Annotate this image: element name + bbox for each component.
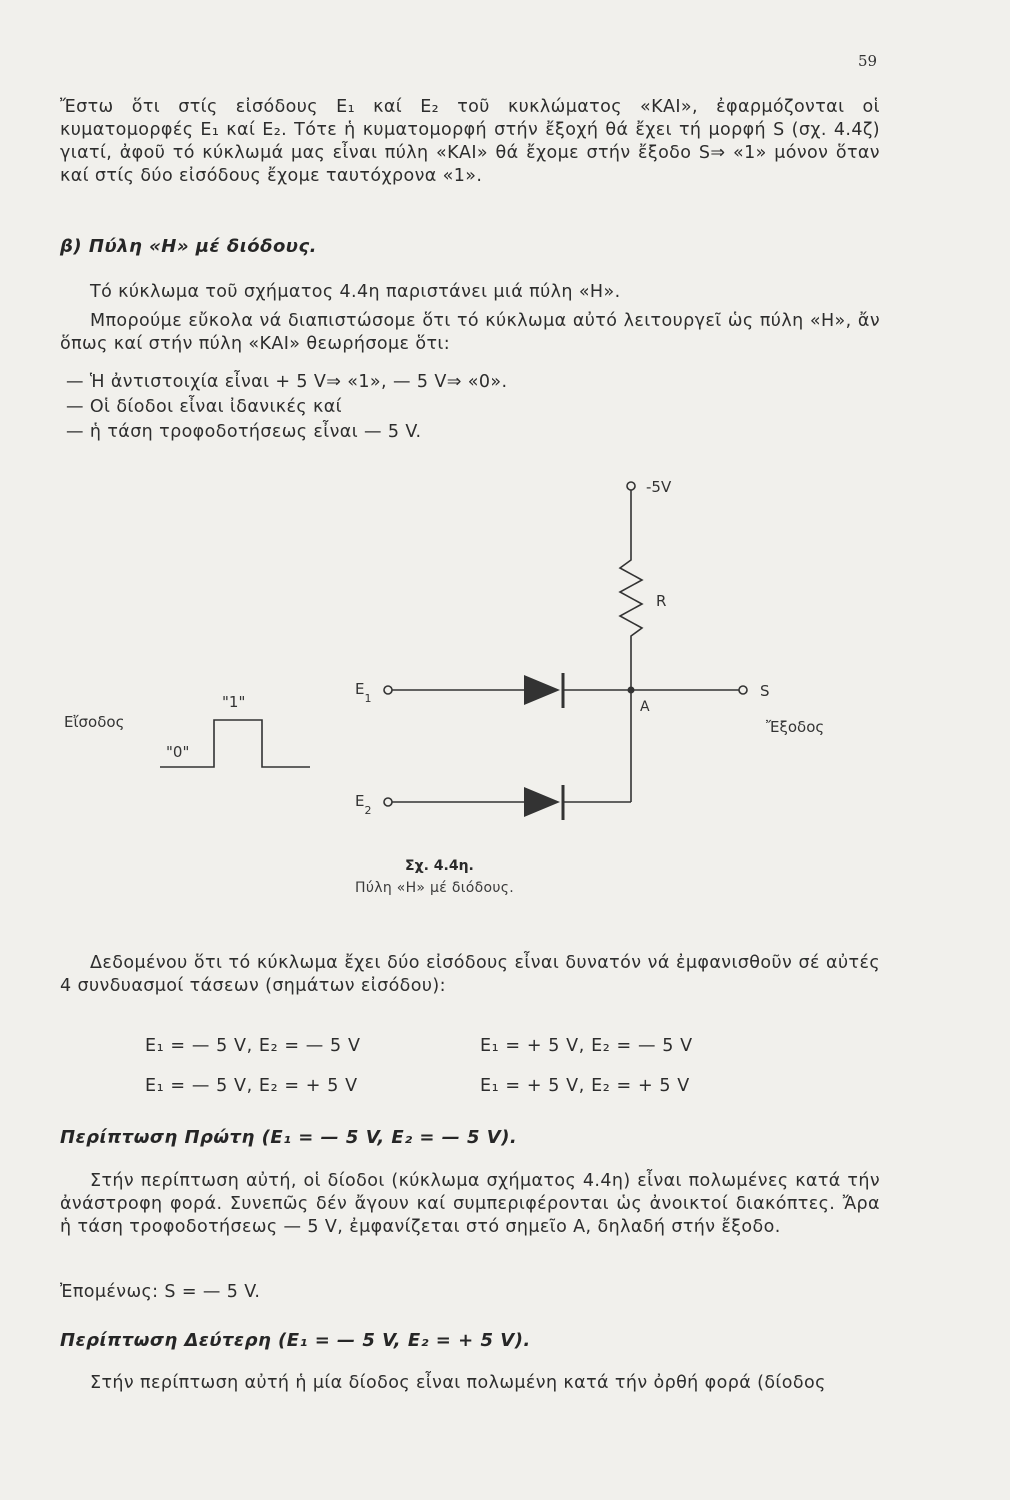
input-e1-label: $E_1$	[355, 680, 372, 705]
input-e2-terminal	[384, 798, 392, 806]
bullet-correspondence: — Ἡ ἀντιστοιχία εἶναι + 5 V⇒ «1», — 5 V⇒ «0».	[66, 372, 508, 392]
diode-2-triangle	[524, 787, 560, 817]
combo-4: E₁ = + 5 V, E₂ = + 5 V	[480, 1076, 690, 1096]
intro-paragraph: Ἔστω ὅτι στίς εἰσόδους E₁ καί E₂ τοῦ κυκλώματος «ΚΑΙ», ἐφαρμόζονται οἱ κυματομορφές E₁ καί E₂. Τότε ἡ κυματομορφή στήν ἔξοχή θά ἔχει τή μορφή S (σχ. 4.4ζ) γιατί, ἀφοῦ τό κύκλωμά μας εἶναι πύλη «ΚΑΙ» θά ἔχομε στήν ἔξοδο S⇒ «1» μόνον ὅταν καί στίς δύο εἰσόδους ἔχομε ταυτόχρονα «1».	[60, 97, 880, 186]
output-label: Ἔξοδος	[766, 718, 825, 736]
supply-terminal	[627, 482, 635, 490]
case-1-heading: Περίπτωση Πρώτη (E₁ = — 5 V, E₂ = — 5 V).	[60, 1127, 518, 1148]
section-heading: β) Πύλη «Η» μέ διόδους.	[60, 236, 317, 257]
bullet-supply-voltage: — ἡ τάση τροφοδοτήσεως εἶναι — 5 V.	[66, 422, 422, 442]
input-e1-terminal	[384, 686, 392, 694]
pulse-high-label: "1"	[222, 693, 246, 711]
case-2-paragraph: Στήν περίπτωση αὐτή ἡ μία δίοδος εἶναι πολωμένη κατά τήν ὀρθή φορά (δίοδος	[90, 1373, 826, 1393]
figure-reference-line: Τό κύκλωμα τοῦ σχήματος 4.4η παριστάνει μιά πύλη «Η».	[90, 282, 621, 302]
input-label: Εἴσοδος	[64, 713, 125, 731]
pulse-low-label: "0"	[166, 743, 190, 761]
figure-caption-title: Σχ. 4.4η.	[405, 858, 474, 874]
input-e2-label: $E_2$	[355, 792, 372, 817]
case-1-paragraph: Στήν περίπτωση αὐτή, οἱ δίοδοι (κύκλωμα σχήματος 4.4η) εἶναι πολωμένες κατά τήν ἀνάστροφη φορά. Συνεπῶς δέν ἄγουν καί συμπεριφέρονται ὡς ἀνοικτοί διακόπτες. Ἄρα ἡ τάση τροφοδοτήσεως — 5 V, ἐμφανίζεται στό σημεῖο A, δηλαδή στήν ἔξοδο.	[60, 1171, 880, 1237]
node-a-label: A	[640, 699, 650, 715]
node-a-dot	[628, 687, 635, 694]
combinations-paragraph: Δεδομένου ὅτι τό κύκλωμα ἔχει δύο εἰσόδους εἶναι δυνατόν νά ἐμφανισθοῦν σέ αὐτές 4 συνδυασμοί τάσεων (σημάτων εἰσόδου):	[60, 953, 880, 996]
resistor-label: R	[656, 592, 667, 610]
combo-3: E₁ = — 5 V, E₂ = + 5 V	[145, 1076, 358, 1096]
diode-1-triangle	[524, 675, 560, 705]
output-terminal	[739, 686, 747, 694]
combo-1: E₁ = — 5 V, E₂ = — 5 V	[145, 1036, 361, 1056]
case-2-heading: Περίπτωση Δεύτερη (E₁ = — 5 V, E₂ = + 5 V).	[60, 1330, 531, 1351]
case-1-result: Ἐπομένως: S = — 5 V.	[60, 1282, 261, 1302]
output-s-label: S	[760, 682, 770, 700]
page-number: 59	[858, 52, 878, 70]
resistor-r	[620, 552, 642, 645]
combo-2: E₁ = + 5 V, E₂ = — 5 V	[480, 1036, 693, 1056]
figure-caption-subtitle: Πύλη «Η» μέ διόδους.	[355, 880, 515, 896]
supply-label: -5V	[646, 478, 672, 496]
bullet-ideal-diodes: — Οἱ δίοδοι εἶναι ἰδανικές καί	[66, 397, 342, 417]
verify-paragraph: Μπορούμε εὔκολα νά διαπιστώσομε ὅτι τό κύκλωμα αὐτό λειτουργεῖ ὡς πύλη «Η», ἄν ὅπως καί στήν πύλη «ΚΑΙ» θεωρήσομε ὅτι:	[60, 311, 880, 354]
